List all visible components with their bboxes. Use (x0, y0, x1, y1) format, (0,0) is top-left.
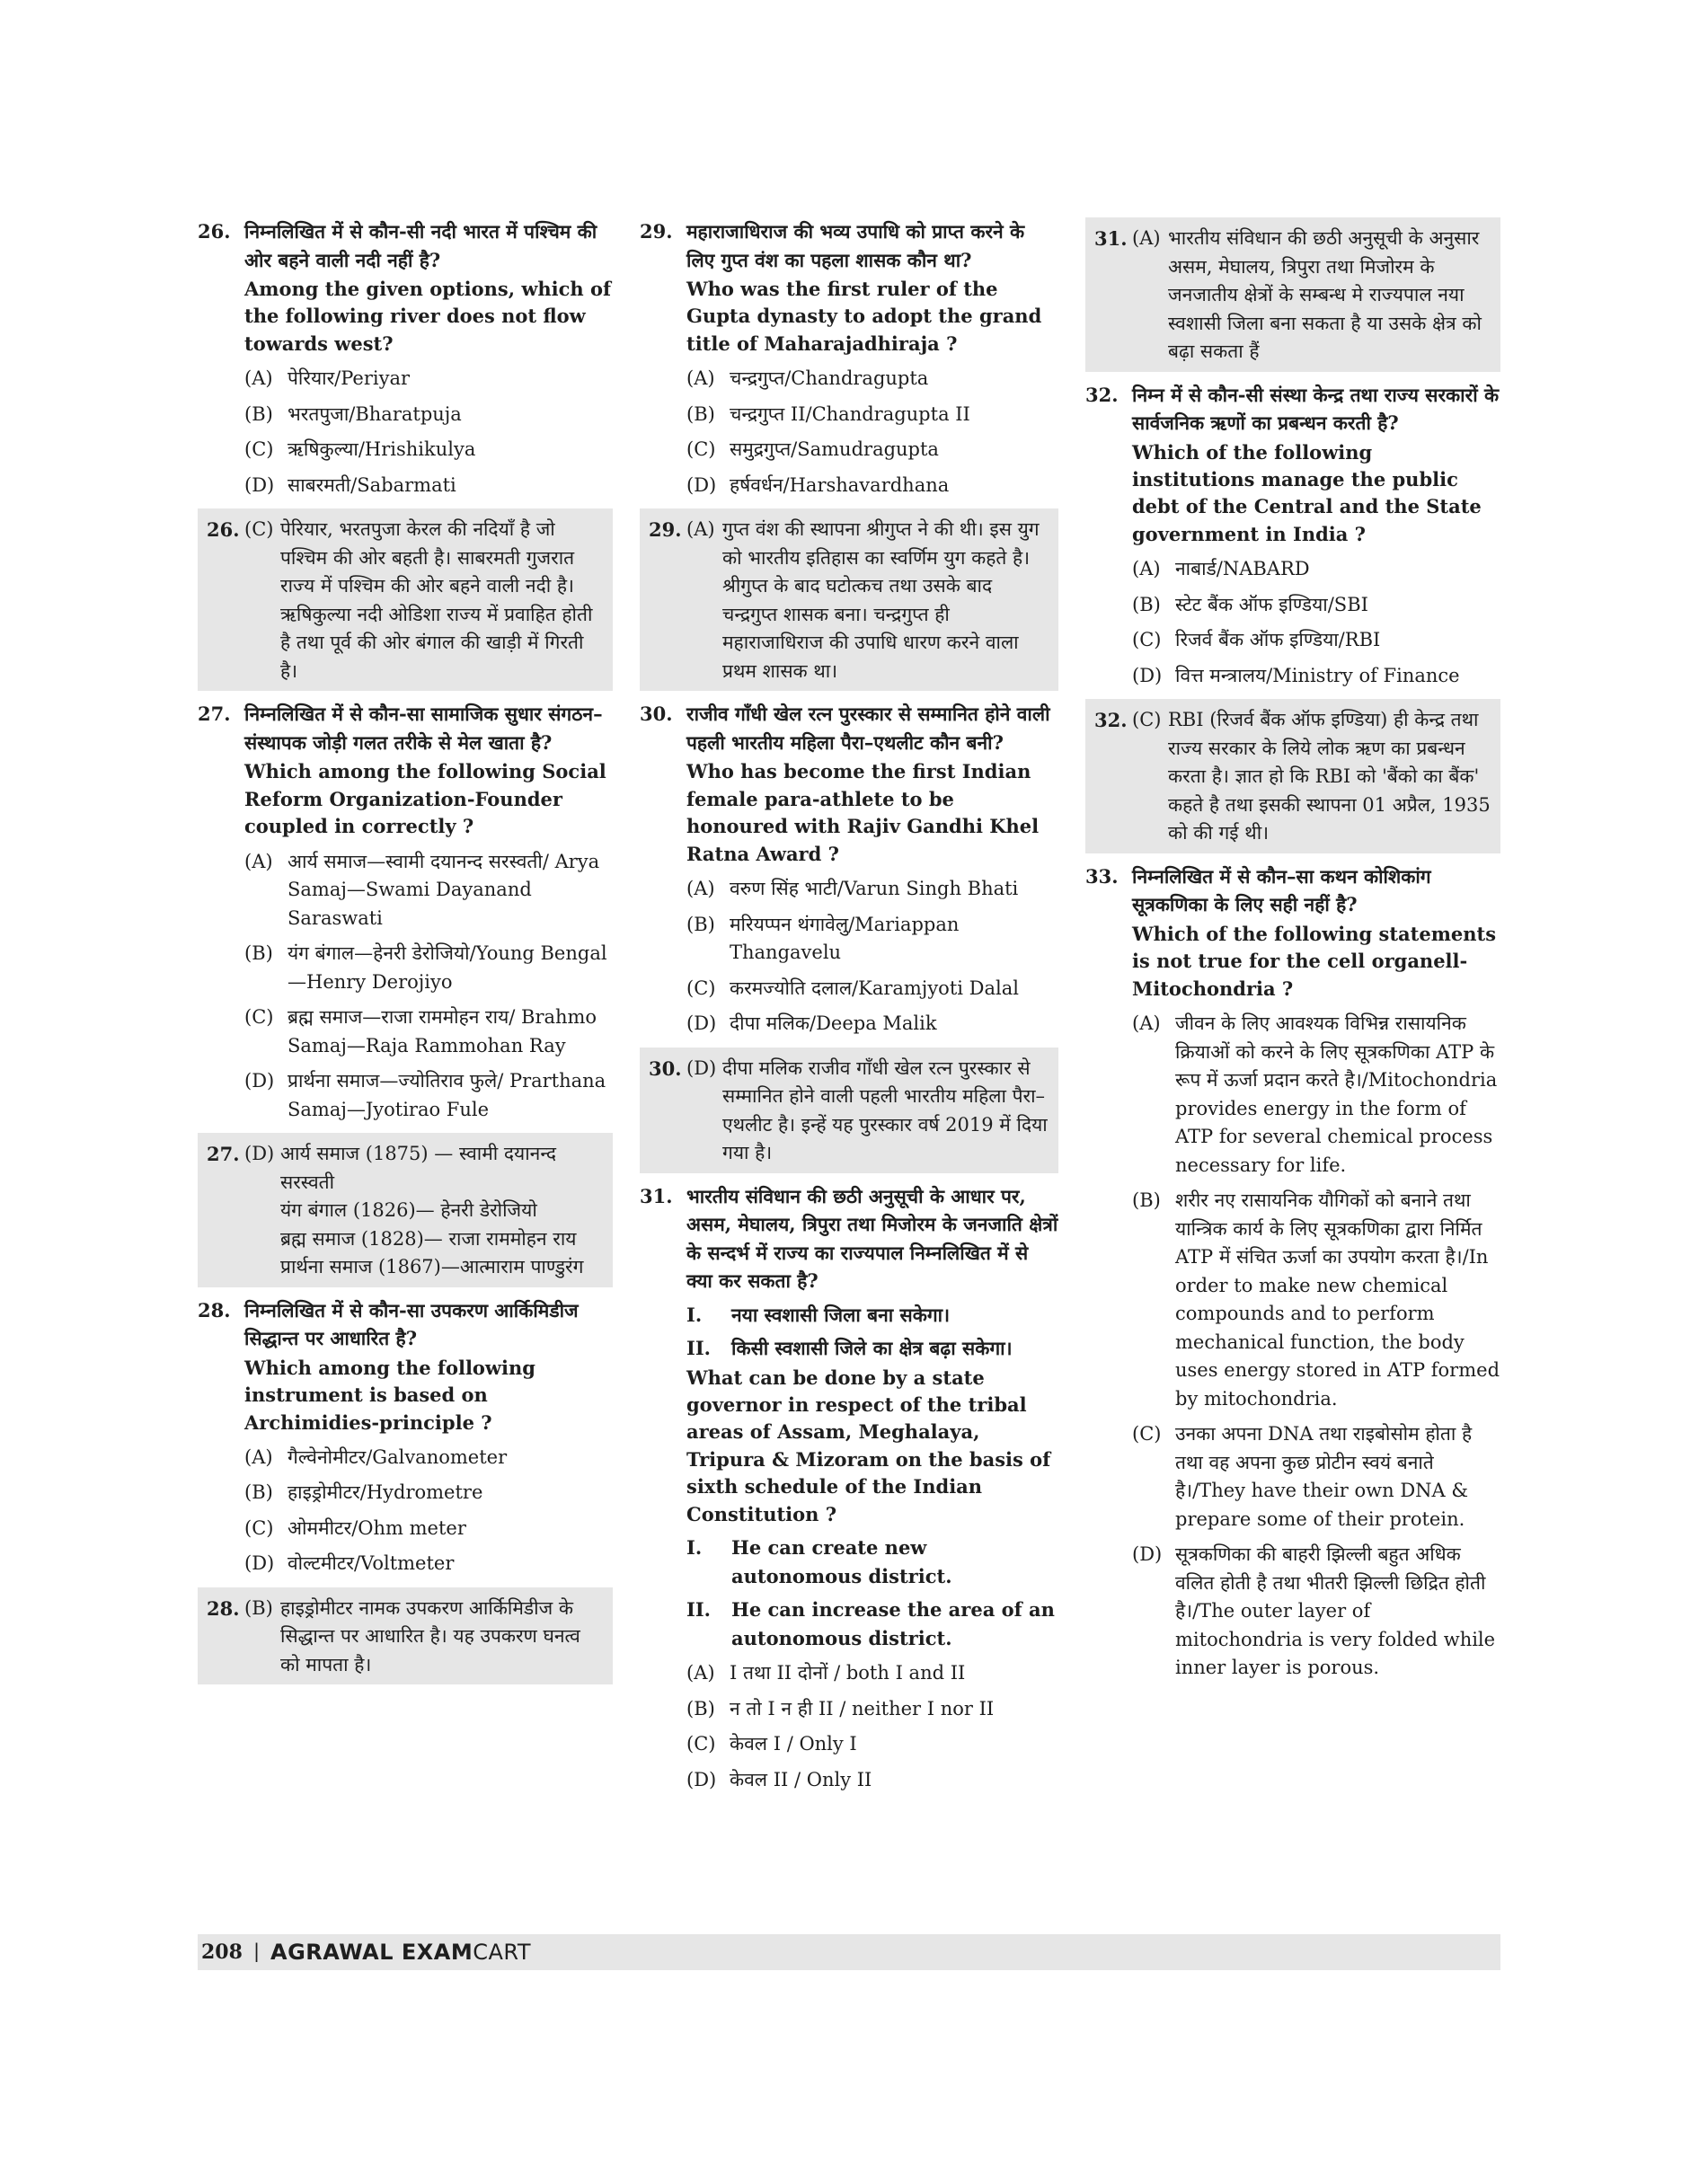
question-hindi: निम्नलिखित में से कौन-सा सामाजिक सुधार संगठन–संस्थापक जोड़ी गलत तरीके से मेल खाता है? (244, 703, 603, 754)
option: (A) जीवन के लिए आवश्यक विभिन्न रासायनिक क्रियाओं को करने के लिए सूत्रकणिका ATP के रूप में ऊर्जा प्रदान करते है।/Mitochondria provides energy in the form of ATP for several chemical process necessary for life. (1132, 1012, 1498, 1176)
page-number: 208 (201, 1940, 243, 1964)
option: (C) रिजर्व बैंक ऑफ इण्डिया/RBI (1132, 629, 1381, 651)
question-english: What can be done by a state governor in respect of the tribal areas of Assam, Meghalaya, Tripura & Mizoram on the basis of sixth schedule of the Indian Constitution ? (686, 1366, 1051, 1525)
answer-line: यंग बंगाल (1826)— हेनरी डेरोजियो (280, 1199, 537, 1222)
option: (B) भरतपुजा/Bharatpuja (244, 402, 462, 425)
option: (D) दीपा मलिक/Deepa Malik (686, 1012, 937, 1035)
option: (B) चन्द्रगुप्त II/Chandragupta II (686, 402, 970, 425)
question-27 (198, 700, 613, 840)
question-english: Which among the following instrument is based on Archimidies-principle ? (244, 1356, 535, 1434)
answer-line: प्रार्थना समाज (1867)—आत्माराम पाण्डुरंग (280, 1256, 584, 1278)
answer-option: (D) (686, 1056, 717, 1079)
answer-number: 27. (207, 1143, 240, 1166)
answer-text: भारतीय संविधान की छठी अनुसूची के अनुसार असम, मेघालय, त्रिपुरा तथा मिजोरम के जनजातीय क्षेत्रों के सम्बन्ध मे राज्यपाल नया स्वशासी जिला बना सकता है या उसके क्षेत्र को बढ़ा सकता हैं (1168, 227, 1482, 362)
column-3 (1085, 217, 1500, 1683)
question-number: 29. (640, 220, 673, 243)
option: (D) साबरमती/Sabarmati (244, 473, 456, 496)
option: (A) I तथा II दोनों / both I and II (686, 1662, 966, 1684)
answer-box-31 (1085, 217, 1500, 372)
option: (C) ओममीटर/Ohm meter (244, 1516, 466, 1539)
question-english: Which of the following institutions manage the public debt of the Central and the State government in India ? (1132, 440, 1482, 545)
statement: I. He can create new autonomous district. (686, 1536, 952, 1587)
question-hindi: निम्नलिखित में से कौन-सी नदी भारत में पश्चिम की ओर बहने वाली नदी नहीं है? (244, 220, 597, 271)
question-english: Which of the following statements is not true for the cell organell-Mitochondria ? (1132, 922, 1497, 1000)
question-33 (1085, 862, 1500, 1003)
option: (A) नाबार्ड/NABARD (1132, 558, 1310, 580)
answer-box-26 (198, 508, 613, 691)
answer-option: (B) (244, 1596, 273, 1619)
question-english: Which among the following Social Reform Organization-Founder coupled in correctly ? (244, 760, 606, 838)
question-english: Who has become the first Indian female para-athlete to be honoured with Rajiv Gandhi Khel Ratna Award ? (686, 760, 1040, 865)
answer-box-29 (640, 508, 1058, 691)
answer-text: गुप्त वंश की स्थापना श्रीगुप्त ने की थी। इस युग को भारतीय इतिहास का स्वर्णिम युग कहते है। श्रीगुप्त के बाद घटोत्कच तथा उसके बाद चन्द्रगुप्त शासक बना। चन्द्रगुप्त ही महाराजाधिराज की उपाधि धारण करने वाला प्रथम शासक था। (722, 518, 1040, 682)
question-english: Among the given options, which of the following river does not flow towards west? (244, 278, 612, 355)
option: (B) स्टेट बैंक ऑफ इण्डिया/SBI (1132, 593, 1368, 615)
answer-text: पेरियार, भरतपुजा केरल की नदियाँ है जो पश्चिम की ओर बहती है। साबरमती गुजरात राज्य में पश्चिम की ओर बहने वाली नदी है। ऋषिकुल्या नदी ओडिशा राज्य में प्रवाहित होती है तथा पूर्व की ओर बंगाल की खाड़ी में गिरती है। (280, 518, 593, 682)
question-28 (198, 1296, 613, 1437)
question-hindi: राजीव गाँधी खेल रत्न पुरस्कार से सम्मानित होने वाली पहली भारतीय महिला पैरा–एथलीट कौन बनी? (686, 703, 1050, 754)
statement: II. किसी स्वशासी जिले का क्षेत्र बढ़ा सकेगा। (686, 1337, 1013, 1360)
answer-box-28 (198, 1587, 613, 1685)
page-footer (198, 1934, 1500, 1970)
question-30 (640, 700, 1058, 868)
brand-logo (270, 1936, 531, 1968)
question-number: 32. (1085, 383, 1119, 406)
answer-option: (D) (244, 1143, 275, 1165)
question-english: Who was the first ruler of the Gupta dynasty to adopt the grand title of Maharajadhiraja ? (686, 278, 1042, 355)
question-29 (640, 217, 1058, 358)
answer-text: हाइड्रोमीटर नामक उपकरण आर्किमिडीज के सिद्धान्त पर आधारित है। यह उपकरण घनत्व को मापता है। (280, 1596, 580, 1675)
answer-number: 28. (207, 1596, 240, 1620)
option: (D) वित्त मन्त्रालय/Ministry of Finance (1132, 664, 1460, 686)
option: (A) चन्द्रगुप्त/Chandragupta (686, 367, 929, 390)
option: (D) वोल्टमीटर/Voltmeter (244, 1552, 455, 1575)
question-hindi: महाराजाधिराज की भव्य उपाधि को प्राप्त करने के लिए गुप्त वंश का पहला शासक कौन था? (686, 220, 1025, 271)
answer-box-27 (198, 1133, 613, 1287)
option: (C) केवल I / Only I (686, 1733, 857, 1755)
answer-text: RBI (रिजर्व बैंक ऑफ इण्डिया) ही केन्द्र तथा राज्य सरकार के लिये लोक ऋण का प्रबन्धन करता है। ज्ञात हो कि RBI को 'बैंको का बैंक' कहते है तथा इसकी स्थापना 01 अप्रैल, 1935 को की गई थी। (1168, 709, 1491, 844)
footer-separator: | (252, 1940, 261, 1963)
option: (D) हर्षवर्धन/Harshavardhana (686, 473, 950, 496)
question-32 (1085, 381, 1500, 549)
column-1 (198, 217, 613, 1693)
question-hindi: भारतीय संविधान की छठी अनुसूची के आधार पर, असम, मेघालय, त्रिपुरा तथा मिजोरम के जनजाति क्षेत्रों के सन्दर्भ में राज्य का राज्यपाल निम्नलिखित में से क्या कर सकता है? (686, 1184, 1058, 1293)
answer-option: (A) (686, 518, 715, 541)
brand-text-bold: AGRAWAL EXAM (270, 1940, 473, 1965)
answer-line: आर्य समाज (1875) — स्वामी दयानन्द सरस्वती (280, 1143, 556, 1193)
question-number: 27. (198, 703, 231, 726)
answer-number: 26. (207, 518, 240, 542)
answer-text: दीपा मलिक राजीव गाँधी खेल रत्न पुरस्कार से सम्मानित होने वाली पहली भारतीय महिला पैरा–एथलीट है। इन्हें यह पुरस्कार वर्ष 2019 में दिया गया है। (722, 1056, 1048, 1164)
option: (D) प्रार्थना समाज—ज्योतिराव फुले/ Prarthana Samaj—Jyotirao Fule (244, 1070, 606, 1120)
question-number: 33. (1085, 864, 1119, 888)
option: (B) यंग बंगाल—हेनरी डेरोजियो/Young Bengal—Henry Derojiyo (244, 942, 607, 993)
answer-box-32 (1085, 699, 1500, 853)
option: (A) गैल्वेनोमीटर/Galvanometer (244, 1445, 508, 1468)
option: (B) हाइड्रोमीटर/Hydrometre (244, 1481, 483, 1504)
option: (C) ऋषिकुल्या/Hrishikulya (244, 438, 476, 461)
statement: II. He can increase the area of an autonomous district. (686, 1598, 1055, 1649)
option: (C) समुद्रगुप्त/Samudragupta (686, 438, 939, 461)
option: (B) शरीर नए रासायनिक यौगिकों को बनाने तथा यान्त्रिक कार्य के लिए सूत्रकणिका द्वारा निर्मित ATP में संचित ऊर्जा का उपयोग करता है।/In order to make new chemical compounds and to perform mechanical function, the body uses energy stored in ATP formed by mitochondria. (1132, 1189, 1500, 1410)
option: (B) न तो I न ही II / neither I nor II (686, 1697, 995, 1719)
answer-box-30 (640, 1048, 1058, 1173)
question-number: 26. (198, 220, 231, 243)
question-26 (198, 217, 613, 358)
option: (A) आर्य समाज—स्वामी दयानन्द सरस्वती/ Arya Samaj—Swami Dayanand Saraswati (244, 850, 600, 929)
question-number: 28. (198, 1298, 231, 1322)
question-hindi: निम्नलिखित में से कौन-सा उपकरण आर्किमिडीज सिद्धान्त पर आधारित है? (244, 1298, 579, 1350)
option: (C) करमज्योति दलाल/Karamjyoti Dalal (686, 977, 1019, 999)
option: (C) उनका अपना DNA तथा राइबोसोम होता है तथा वह अपना कुछ प्रोटीन स्वयं बनाते है।/They have their own DNA & prepare some of their protein. (1132, 1423, 1473, 1530)
brand-text-light: CART (473, 1940, 532, 1965)
answer-number: 31. (1094, 227, 1128, 250)
question-number: 30. (640, 703, 673, 726)
option: (A) पेरियार/Periyar (244, 367, 411, 390)
answer-option: (C) (244, 518, 274, 541)
option: (A) वरुण सिंह भाटी/Varun Singh Bhati (686, 878, 1019, 900)
statement: I. नया स्वशासी जिला बना सकेगा। (686, 1303, 951, 1326)
question-number: 31. (640, 1184, 673, 1207)
answer-number: 30. (649, 1056, 682, 1080)
answer-number: 32. (1094, 709, 1128, 732)
option: (D) सूत्रकणिका की बाहरी झिल्ली बहुत अधिक वलित होती है तथा भीतरी झिल्ली छिद्रित होती है।/The outer layer of mitochondria is very folded while inner layer is porous. (1132, 1543, 1496, 1679)
option: (D) केवल II / Only II (686, 1768, 872, 1790)
question-hindi: निम्नलिखित में से कौन–सा कथन कोशिकांग सूत्रकणिका के लिए सही नहीं है? (1132, 864, 1431, 916)
answer-option: (A) (1132, 227, 1161, 249)
answer-option: (C) (1132, 709, 1162, 731)
answer-text (280, 1140, 604, 1282)
column-2 (640, 217, 1058, 1794)
answer-number: 29. (649, 518, 682, 542)
question-hindi: निम्न में से कौन-सी संस्था केन्द्र तथा राज्य सरकारों के सार्वजनिक ऋणों का प्रबन्धन करती है? (1132, 383, 1500, 434)
answer-line: ब्रह्म समाज (1828)— राजा राममोहन राय (280, 1227, 577, 1250)
question-31 (640, 1182, 1058, 1653)
option: (B) मरियप्पन थंगावेलु/Mariappan Thangavelu (686, 913, 960, 964)
option: (C) ब्रह्म समाज—राजा राममोहन राय/ Brahmo Samaj—Raja Rammohan Ray (244, 1006, 597, 1056)
